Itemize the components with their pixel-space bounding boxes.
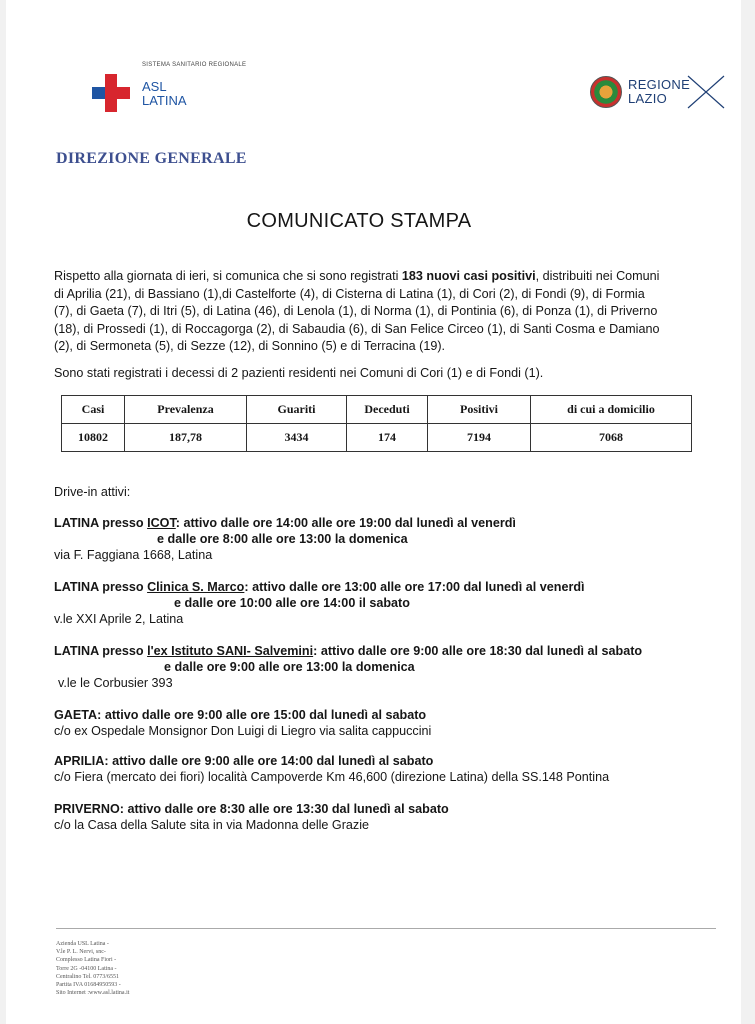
drive-in-clinica-s-marco xyxy=(54,579,585,627)
table-header-guariti: Guariti xyxy=(247,396,347,424)
table-cell-prevalenza: 187,78 xyxy=(125,424,247,452)
footer-line: Azienda USL Latina - xyxy=(56,941,109,947)
icot-address: via F. Faggiana 1668, Latina xyxy=(54,548,213,562)
lazio-chevron-icon xyxy=(686,74,726,110)
lazio-line1: REGIONE xyxy=(628,77,691,92)
table-cell-domicilio: 7068 xyxy=(531,424,692,452)
footer-line: V.le P. L. Nervi, snc- xyxy=(56,949,106,956)
footer-line: Sito Internet :www.asl.latina.it xyxy=(56,990,130,997)
icot-prefix: LATINA presso xyxy=(54,516,148,530)
table-header-prevalenza: Prevalenza xyxy=(125,396,247,424)
asl-line1: ASL xyxy=(142,79,167,94)
drive-in-gaeta xyxy=(54,707,431,739)
drive-in-aprilia xyxy=(54,753,609,785)
marco-hours-2: e dalle ore 10:00 alle ore 14:00 il sabato xyxy=(174,596,410,610)
document-page xyxy=(6,0,741,1024)
lazio-line2: LAZIO xyxy=(628,91,668,106)
footer-line: Torre 2G -04100 Latina - xyxy=(56,965,117,972)
sani-hours-1: : attivo dalle ore 9:00 alle ore 18:30 dal lunedì al sabato xyxy=(313,644,643,658)
aprilia-address: c/o Fiera (mercato dei fiori) località Campoverde Km 46,600 (direzione Latina) della SS.148 Pontina xyxy=(54,770,610,784)
marco-hours-1: : attivo dalle ore 13:00 alle ore 17:00 dal lunedì al venerdì xyxy=(244,580,585,594)
intro-line-1: di Aprilia (21), di Bassiano (1),di Castelforte (4), di Cisterna di Latina (1), di Cori (2), di Fondi (9), di Formia xyxy=(54,286,645,301)
intro-line-4: (2), di Sermoneta (5), di Sezze (12), di Sonnino (5) e di Terracina (19). xyxy=(54,339,446,353)
table-cell-positivi: 7194 xyxy=(428,424,531,452)
sani-link: l'ex Istituto SANI- Salvemini xyxy=(147,644,314,658)
marco-link: Clinica S. Marco xyxy=(147,580,245,594)
drive-in-priverno xyxy=(54,801,449,833)
stats-table xyxy=(61,395,692,452)
footer-line: Partita IVA 01684950593 - xyxy=(56,982,121,989)
marco-address: v.le XXI Aprile 2, Latina xyxy=(54,612,184,626)
gaeta-address: c/o ex Ospedale Monsignor Don Luigi di Liegro via salita cappuccini xyxy=(54,724,432,738)
drive-in-icot xyxy=(54,515,516,563)
table-header-row xyxy=(62,396,692,424)
intro-line-0: , distribuiti nei Comuni xyxy=(535,269,660,283)
direzione-heading: DIREZIONE GENERALE xyxy=(56,150,247,167)
lazio-name xyxy=(628,78,690,106)
red-cross-icon xyxy=(92,74,130,112)
table-header-positivi: Positivi xyxy=(428,396,531,424)
footer-divider xyxy=(56,928,716,929)
icot-hours-2: e dalle ore 8:00 alle ore 13:00 la domenica xyxy=(157,532,408,546)
asl-subtitle: SISTEMA SANITARIO REGIONALE xyxy=(142,62,247,68)
decessi-paragraph xyxy=(54,365,718,383)
page-title: COMUNICATO STAMPA xyxy=(246,210,472,232)
footer-address xyxy=(56,940,129,997)
table-header-casi: Casi xyxy=(62,396,125,424)
drive-in-sani-salvemini xyxy=(54,643,642,691)
sani-hours-2: e dalle ore 9:00 alle ore 13:00 la domenica xyxy=(164,660,415,674)
icot-hours-1: : attivo dalle ore 14:00 alle ore 19:00 dal lunedì al venerdì xyxy=(175,516,516,530)
regione-lazio-logo xyxy=(590,74,730,112)
priverno-hours: PRIVERNO: attivo dalle ore 8:30 alle ore 13:30 dal lunedì al sabato xyxy=(54,802,449,816)
asl-line2: LATINA xyxy=(142,93,187,108)
table-cell-casi: 10802 xyxy=(62,424,125,452)
asl-name xyxy=(142,80,187,108)
priverno-address: c/o la Casa della Salute sita in via Madonna delle Grazie xyxy=(54,818,370,832)
sani-address: v.le le Corbusier 393 xyxy=(58,676,173,690)
decessi-text: Sono stati registrati i decessi di 2 pazienti residenti nei Comuni di Cori (1) e di Fondi (1). xyxy=(54,366,544,380)
intro-pre: Rispetto alla giornata di ieri, si comunica che si sono registrati xyxy=(54,269,402,283)
sani-prefix: LATINA presso xyxy=(54,644,148,658)
intro-paragraph xyxy=(54,268,718,356)
new-cases: 183 nuovi casi positivi xyxy=(401,269,536,283)
footer-line: Complesso Latina Fiori - xyxy=(56,957,117,964)
gaeta-hours: GAETA: attivo dalle ore 9:00 alle ore 15:00 dal lunedì al sabato xyxy=(54,708,427,722)
table-header-deceduti: Deceduti xyxy=(347,396,428,424)
table-header-domicilio: di cui a domicilio xyxy=(531,396,692,424)
asl-latina-logo xyxy=(92,62,292,112)
regione-emblem-icon xyxy=(590,76,622,108)
aprilia-hours: APRILIA: attivo dalle ore 9:00 alle ore 14:00 dal lunedì al sabato xyxy=(54,754,434,768)
footer-line: Centralino Tel. 0773/6551 xyxy=(56,973,119,980)
marco-prefix: LATINA presso xyxy=(54,580,148,594)
table-cell-deceduti: 174 xyxy=(347,424,428,452)
drive-in-heading: Drive-in attivi: xyxy=(54,485,131,499)
table-cell-guariti: 3434 xyxy=(247,424,347,452)
table-row xyxy=(62,424,692,452)
icot-link: ICOT xyxy=(147,516,176,530)
intro-line-3: (18), di Prossedi (1), di Roccagorga (2), di Sabaudia (6), di San Felice Circeo (1), di Santi Cosma e Damiano xyxy=(54,321,660,336)
intro-line-2: (7), di Gaeta (7), di Itri (5), di Latina (46), di Lenola (1), di Norma (1), di Pontinia (6), di Ponza (1), di Priverno xyxy=(54,304,658,318)
